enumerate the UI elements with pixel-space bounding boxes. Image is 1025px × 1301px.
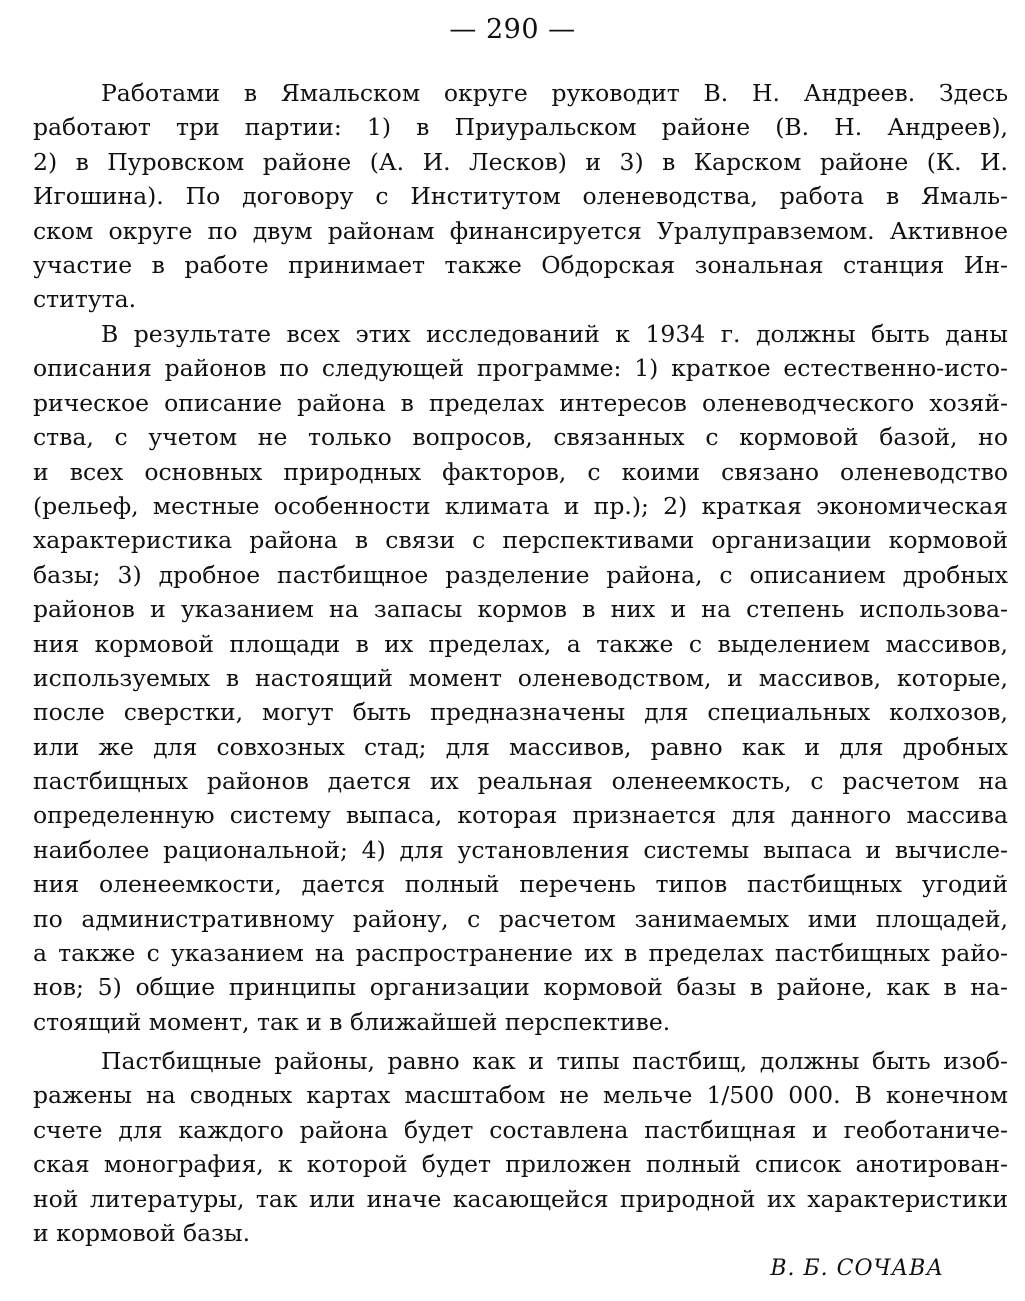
paragraph-line: определенную систему выпаса, которая признается для данного массива — [33, 801, 1008, 830]
paragraph-line: Работами в Ямальском округе руководит В. Н. Андреев. Здесь — [101, 79, 1008, 107]
paragraph-line: ражены на сводных картах масштабом не мельче 1/500 000. В конечном — [33, 1081, 1008, 1110]
paragraph-line: районов и указанием на запасы кормов в них и на степень использова- — [33, 595, 1008, 624]
paragraph-line: ском округе по двум районам финансируется Уралуправземом. Активное — [33, 216, 1008, 245]
paragraph-line: ния кормовой площади в их пределах, а также с выделением массивов, — [33, 629, 1008, 658]
paragraph-line: используемых в настоящий момент оленеводством, и массивов, которые, — [33, 663, 1008, 692]
paragraph-line: после сверстки, могут быть предназначены для специальных колхозов, — [33, 698, 1008, 727]
paragraph-line: ститута. — [33, 285, 137, 314]
paragraph-line: и кормовой базы. — [33, 1218, 251, 1247]
paragraph-line: ния оленеемкости, дается полный перечень типов пастбищных угодий — [33, 870, 1008, 899]
paragraph-line: рическое описание района в пределах интересов оленеводческого хозяй- — [33, 388, 1008, 417]
paragraph-line: или же для совхозных стад; для массивов, равно как и для дробных — [33, 732, 1008, 761]
paragraph-3 — [33, 1044, 1008, 1250]
paragraph-line: нов; 5) общие принципы организации кормовой базы в районе, как в на- — [33, 973, 1008, 1002]
paragraph-line: и всех основных природных факторов, с коими связано оленеводство — [33, 457, 1008, 486]
paragraph-line: пастбищных районов дается их реальная оленеемкость, с расчетом на — [33, 767, 1008, 796]
paragraph-line: по административному району, с расчетом занимаемых ими площадей, — [33, 904, 1008, 933]
paragraph-line: (рельеф, местные особенности климата и пр.); 2) краткая экономическая — [33, 491, 1008, 520]
paragraph-line: ной литературы, так или иначе касающейся природной их характеристики — [33, 1184, 1008, 1213]
paragraph-line: В результате всех этих исследований к 1934 г. должны быть даны — [101, 320, 1008, 348]
paragraph-2 — [33, 317, 1008, 1039]
paragraph-line: характеристика района в связи с перспективами организации кормовой — [33, 526, 1008, 555]
paragraph-line: счете для каждого района будет составлена пастбищная и геоботаниче- — [33, 1115, 1008, 1144]
paragraph-line: а также с указанием на распространение их в пределах пастбищных райо- — [33, 939, 1008, 968]
page-number: — 290 — — [449, 14, 576, 45]
paragraph-line: ская монография, к которой будет приложен полный список анотирован- — [33, 1150, 1008, 1179]
paragraph-line: участие в работе принимает также Обдорская зональная станция Ин- — [33, 250, 1008, 279]
paragraph-line: Игошина). По договору с Институтом оленеводства, работа в Ямаль- — [33, 182, 1008, 211]
paragraph-line: стоящий момент, так и в ближайшей перспективе. — [33, 1007, 671, 1036]
paragraph-line: описания районов по следующей программе: 1) краткое естественно-исто- — [33, 354, 1008, 383]
paragraph-1 — [33, 76, 1008, 317]
paragraph-line: работают три партии: 1) в Приуральском районе (В. Н. Андреев), — [33, 113, 1008, 142]
paragraph-line: наиболее рациональной; 4) для установления системы выпаса и вычисле- — [33, 835, 1008, 864]
paragraph-line: Пастбищные районы, равно как и типы пастбищ, должны быть изоб- — [101, 1047, 1008, 1075]
paragraph-line: ства, с учетом не только вопросов, связанных с кормовой базой, но — [33, 423, 1008, 452]
paragraph-line: базы; 3) дробное пастбищное разделение района, с описанием дробных — [33, 560, 1008, 589]
author-signature: В. Б. СОЧАВА — [770, 1256, 944, 1281]
paragraph-line: 2) в Пуровском районе (А. И. Лесков) и 3) в Карском районе (К. И. — [33, 147, 1008, 176]
